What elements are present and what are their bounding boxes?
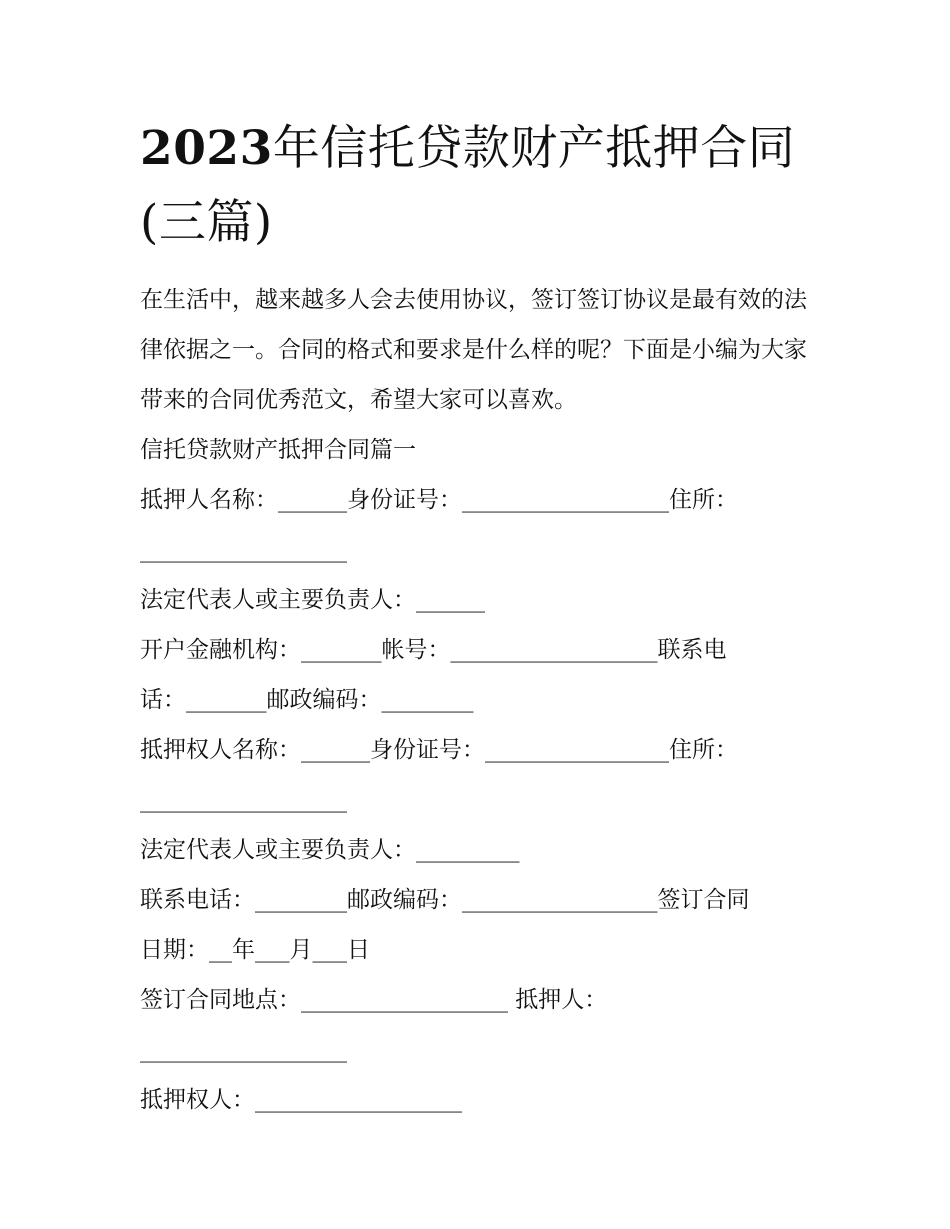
- document-title: [140, 112, 830, 260]
- form-line-contract-date: 日期：__年___月___日: [140, 937, 370, 963]
- form-line-mortgagee-signature: 抵押权人：__________________: [140, 1087, 462, 1113]
- form-line-mortgagor-name: 抵押人名称：______身份证号：__________________住所：: [140, 487, 738, 513]
- title-year: 2023: [140, 121, 273, 176]
- title-text: 年信托贷款财产抵押合同(三篇): [140, 121, 796, 250]
- form-line-mortgagee-name: 抵押权人名称：______身份证号：________________住所：: [140, 737, 738, 763]
- form-line-phone-postcode: 话：_______邮政编码：________: [140, 687, 474, 713]
- intro-paragraph: 在生活中，越来越多人会去使用协议，签订签订协议是最有效的法律依据之一。合同的格式和要求是什么样的呢？下面是小编为大家带来的合同优秀范文，希望大家可以喜欢。: [140, 287, 807, 413]
- form-line-contract-place: 签订合同地点：__________________ 抵押人：: [140, 987, 608, 1013]
- form-line-mortgagee-address: __________________: [140, 787, 347, 813]
- form-line-mortgagee-representative: 法定代表人或主要负责人：_________: [140, 837, 520, 863]
- section-heading: 信托贷款财产抵押合同篇一: [140, 437, 416, 463]
- document-body: [140, 275, 820, 1125]
- form-line-mortgagor-signature: __________________: [140, 1037, 347, 1063]
- form-line-legal-representative: 法定代表人或主要负责人：______: [140, 587, 485, 613]
- form-line-bank-account: 开户金融机构：_______帐号：__________________联系电: [140, 637, 727, 663]
- form-line-mortgagor-address: __________________: [140, 537, 347, 563]
- form-line-contact-postcode: 联系电话：________邮政编码：_________________签订合同: [140, 887, 750, 913]
